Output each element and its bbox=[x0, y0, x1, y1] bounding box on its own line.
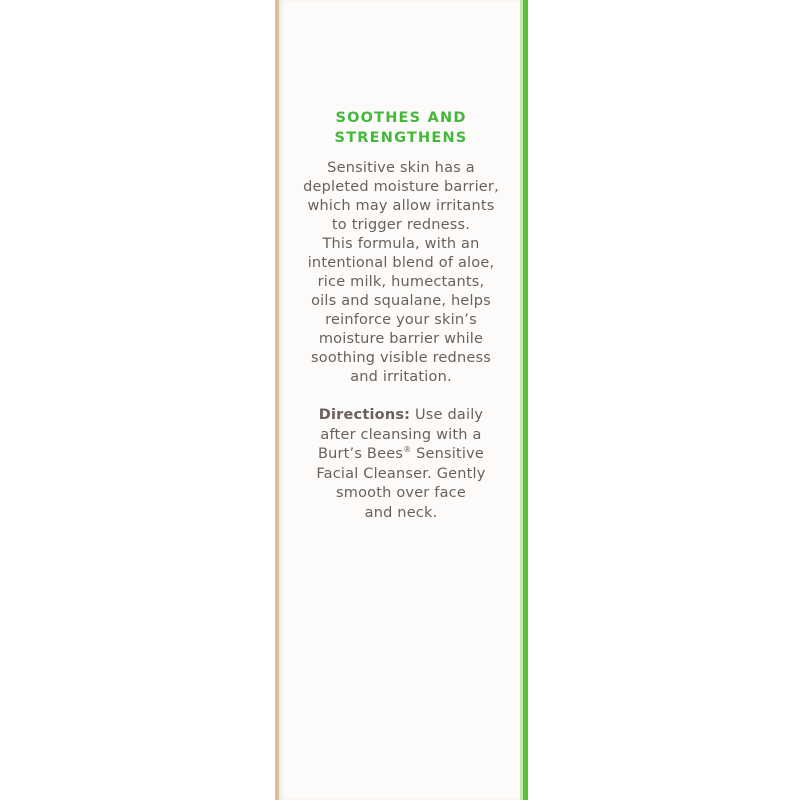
description-line: intentional blend of aloe, bbox=[307, 255, 495, 271]
description-line: which may allow irritants bbox=[307, 198, 495, 214]
panel-heading bbox=[301, 108, 501, 148]
description-line: moisture barrier while bbox=[318, 331, 484, 347]
description-line: Sensitive skin has a bbox=[327, 160, 475, 176]
directions-paragraph bbox=[301, 406, 501, 523]
registered-mark: ® bbox=[403, 445, 412, 455]
description-line: to trigger redness. bbox=[331, 217, 471, 233]
description-line: depleted moisture barrier, bbox=[303, 179, 499, 195]
description-line: soothing visible redness bbox=[311, 350, 491, 366]
directions-line: and neck. bbox=[364, 504, 438, 521]
description-line: oils and squalane, helps bbox=[311, 293, 491, 309]
heading-line: SOOTHES AND bbox=[335, 110, 467, 126]
description-line: and irritation. bbox=[350, 369, 452, 385]
directions-line: smooth over face bbox=[336, 485, 466, 501]
directions-line: Facial Cleanser. Gently bbox=[316, 465, 486, 482]
directions-line bbox=[301, 406, 501, 426]
description-line: This formula, with an bbox=[322, 236, 480, 252]
description-line: rice milk, humectants, bbox=[317, 274, 485, 290]
heading-line: STRENGTHENS bbox=[334, 130, 468, 146]
directions-line bbox=[301, 445, 501, 465]
brand-name: Burt’s Bees bbox=[317, 446, 404, 462]
description-paragraph bbox=[301, 159, 501, 387]
directions-line: after cleansing with a bbox=[320, 426, 482, 443]
panel-text-block bbox=[301, 108, 501, 523]
product-box-side-panel bbox=[275, 0, 528, 800]
description-line: reinforce your skin’s bbox=[325, 312, 477, 328]
directions-text: Use daily bbox=[410, 407, 484, 423]
directions-text: Sensitive bbox=[411, 446, 485, 462]
directions-label: Directions: bbox=[318, 407, 411, 423]
